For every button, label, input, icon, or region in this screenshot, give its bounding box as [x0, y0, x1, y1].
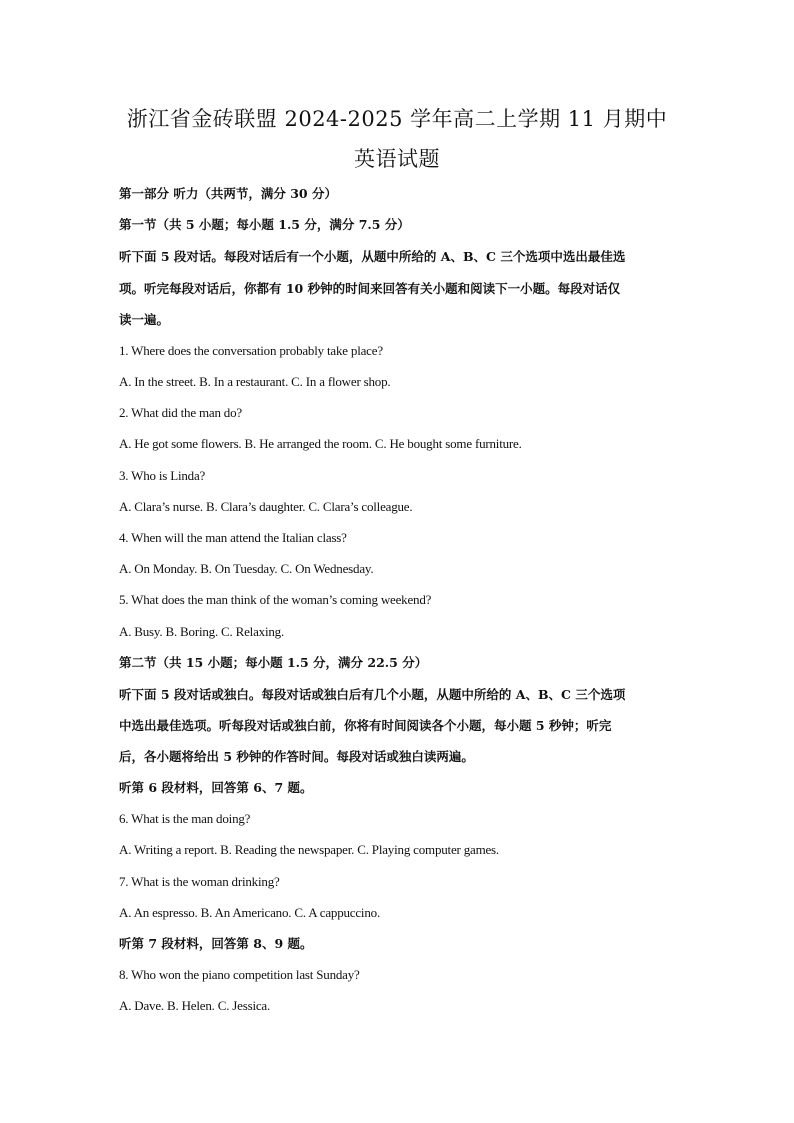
section1-heading: 第一节（共 5 小题；每小题 1.5 分，满分 7.5 分）	[119, 217, 410, 232]
question-options: A. On Monday. B. On Tuesday. C. On Wednesday.	[119, 561, 374, 576]
exam-title: 浙江省金砖联盟 2024-2025 学年高二上学期 11 月期中	[126, 107, 668, 131]
question-text: 1. Where does the conversation probably take place?	[119, 343, 383, 358]
question-options: A. Clara’s nurse. B. Clara’s daughter. C. Clara’s colleague.	[119, 499, 413, 514]
question-text: 6. What is the man doing?	[119, 811, 251, 826]
section1-instruction-line: 听下面 5 段对话。每段对话后有一个小题，从题中所给的 A、B、C 三个选项中选出最佳选	[119, 249, 626, 264]
question-options: A. An espresso. B. An Americano. C. A cappuccino.	[119, 905, 380, 920]
exam-subtitle: 英语试题	[354, 147, 440, 171]
section1-instruction-line: 项。听完每段对话后，你都有 10 秒钟的时间来回答有关小题和阅读下一小题。每段对话仅	[119, 281, 621, 296]
question-text: 4. When will the man attend the Italian class?	[119, 530, 347, 545]
question-options: A. Dave. B. Helen. C. Jessica.	[119, 998, 271, 1013]
question-text: 8. Who won the piano competition last Sunday?	[119, 967, 360, 982]
question-text: 3. Who is Linda?	[119, 468, 206, 483]
section2-instruction-line: 听下面 5 段对话或独白。每段对话或独白后有几个小题，从题中所给的 A、B、C 三个选项	[119, 687, 626, 702]
question-options: A. Busy. B. Boring. C. Relaxing.	[119, 624, 285, 639]
question-text: 2. What did the man do?	[119, 405, 242, 420]
material-heading: 听第 7 段材料，回答第 8、9 题。	[119, 936, 313, 951]
section1-instruction-line: 读一遍。	[119, 312, 170, 327]
question-options: A. He got some flowers. B. He arranged the room. C. He bought some furniture.	[119, 436, 522, 451]
section2-instruction-line: 中选出最佳选项。听每段对话或独白前，你将有时间阅读各个小题，每小题 5 秒钟；听完	[119, 718, 612, 733]
question-options: A. In the street. B. In a restaurant. C. In a flower shop.	[119, 374, 391, 389]
question-options: A. Writing a report. B. Reading the newspaper. C. Playing computer games.	[119, 842, 499, 857]
part1-heading: 第一部分 听力（共两节，满分 30 分）	[119, 186, 337, 201]
section2-instruction-line: 后，各小题将给出 5 秒钟的作答时间。每段对话或独白读两遍。	[119, 749, 474, 764]
question-text: 7. What is the woman drinking?	[119, 874, 280, 889]
material-heading: 听第 6 段材料，回答第 6、7 题。	[119, 780, 313, 795]
question-text: 5. What does the man think of the woman’s coming weekend?	[119, 592, 432, 607]
section2-heading: 第二节（共 15 小题；每小题 1.5 分，满分 22.5 分）	[119, 655, 428, 670]
